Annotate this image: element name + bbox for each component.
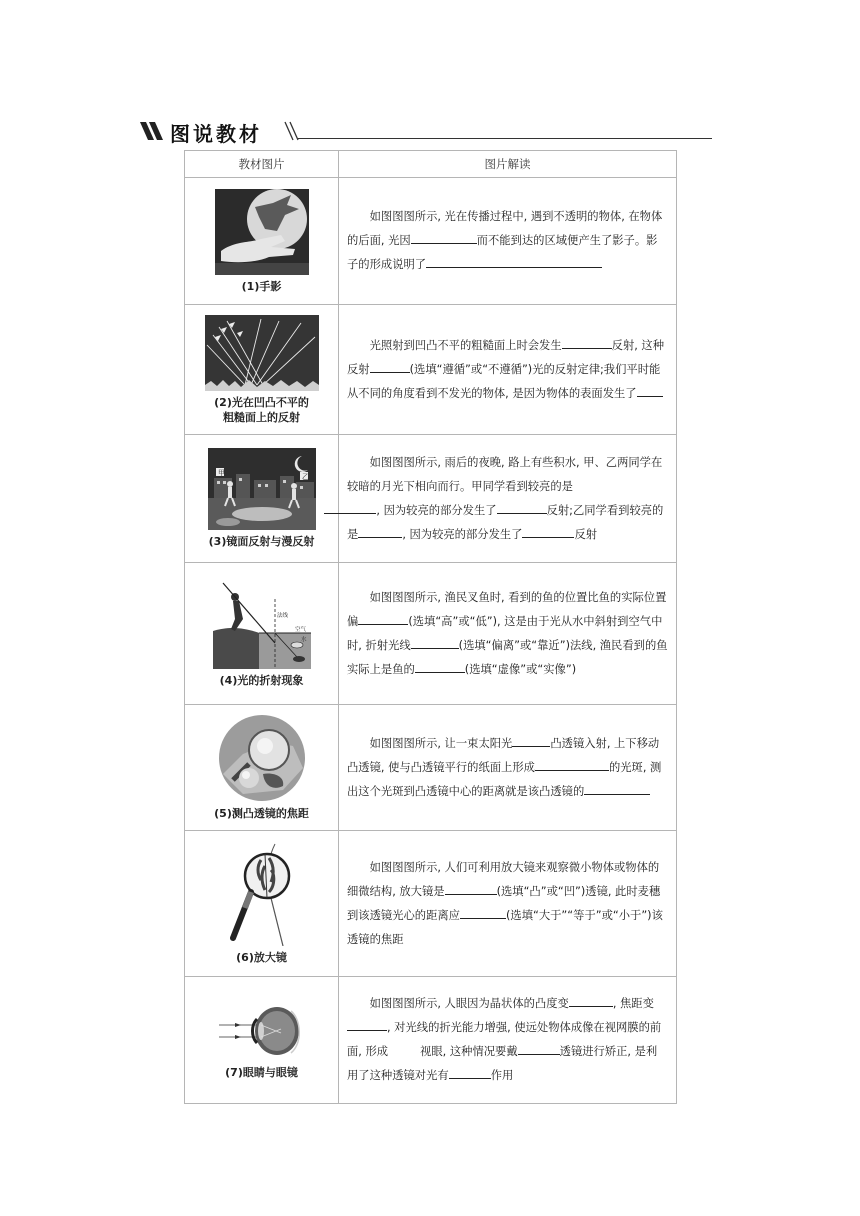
answer-blank[interactable]: [535, 756, 609, 771]
figure-caption: (4)光的折射现象: [219, 674, 304, 687]
figure-cell: [185, 178, 339, 305]
explanation-text: 如图图图所示, 人们可利用放大镜来观察微小物体或物体的细微结构, 放大镜是 (选填“凸”或“凹”)透镜, 此时麦穗到该透镜光心的距离应 (选填“大于”“等于”或“小于”)该透镜的焦距: [347, 860, 663, 946]
answer-blank[interactable]: [324, 499, 376, 514]
figure-caption: (3)镜面反射与漫反射: [208, 535, 315, 548]
section-title: 图说教材: [170, 122, 262, 146]
figure-caption: (5)测凸透镜的焦距: [214, 807, 309, 820]
answer-blank[interactable]: [637, 382, 663, 397]
answer-blank[interactable]: [445, 880, 497, 895]
explanation-text: 光照射到凹凸不平的粗糙面上时会发生 反射, 这种反射 (选填“遵循”或“不遵循”)光的反射定律;我们平时能从不同的角度看到不发光的物体, 是因为物体的表面发生了: [339, 334, 676, 406]
figure-label: 乙: [301, 473, 309, 481]
table-row: [185, 705, 677, 831]
answer-blank[interactable]: [347, 1016, 387, 1031]
answer-blank[interactable]: [460, 904, 506, 919]
answer-blank[interactable]: [584, 780, 650, 795]
answer-blank[interactable]: [562, 334, 612, 349]
answer-blank[interactable]: [522, 523, 574, 538]
table-header-row: [185, 151, 677, 178]
explanation-cell: [339, 563, 677, 705]
answer-blank[interactable]: [426, 253, 544, 268]
section-header: [138, 116, 578, 146]
figure-caption: (7)眼睛与眼镜: [225, 1065, 298, 1079]
explanation-text: 如图图图所示, 人眼因为晶状体的凸度变 , 焦距变, 对光线的折光能力增强, 使远处物体成像在视网膜的前面, 形成 视眼, 这种情况要戴 透镜进行矫正, 是利用了这种透镜对光有 作用: [339, 992, 676, 1088]
hand-shadow-figure: [215, 189, 309, 275]
answer-blank[interactable]: [497, 499, 547, 514]
explanation-text: 如图图图所示, 雨后的夜晚, 路上有些积水, 甲、乙两同学在较暗的月光下相向而行。甲同学看到较亮的是 , 因为较亮的部分发生了 反射;乙同学看到较亮的是 , 因为较亮的部分发生了 反射: [339, 451, 676, 547]
explanation-cell: [339, 705, 677, 831]
figure-cell: [185, 563, 339, 705]
explanation-cell: [339, 977, 677, 1104]
figure-cell: [185, 305, 339, 435]
answer-blank[interactable]: [512, 732, 550, 747]
table-row: [185, 977, 677, 1104]
answer-blank[interactable]: [518, 1040, 560, 1055]
explanation-text: 如图图图所示, 让一束太阳光 凸透镜入射, 上下移动凸透镜, 使与凸透镜平行的纸面上形成 的光斑, 测出这个光斑到凸透镜中心的距离就是该凸透镜的: [339, 732, 676, 804]
convex-lens-focus-figure: [213, 714, 311, 802]
answer-blank[interactable]: [370, 358, 410, 373]
figure-cell: [185, 435, 339, 563]
figure-label: 水: [300, 637, 307, 643]
figure-cell: [185, 705, 339, 831]
explanation-cell: [339, 831, 677, 977]
figure-label: 空气: [294, 627, 306, 633]
night-puddle-figure: [208, 448, 316, 530]
diffuse-reflection-figure: [205, 315, 319, 391]
textbook-figure-table: [184, 150, 677, 1104]
figure-label: 法线: [276, 613, 288, 619]
answer-blank[interactable]: [388, 1041, 420, 1055]
explanation-text: 如图图图所示, 光在传播过程中, 遇到不透明的物体, 在物体的后面, 光因 而不能到达的区域便产生了影子。影子的形成说明了: [347, 210, 663, 271]
header-rule: [298, 138, 712, 139]
column-header: 图片解读: [339, 151, 677, 178]
answer-blank[interactable]: [411, 229, 477, 244]
explanation-cell: [339, 178, 677, 305]
table-row: [185, 831, 677, 977]
answer-blank[interactable]: [569, 992, 613, 1007]
answer-blank[interactable]: [415, 658, 465, 673]
table-row: [185, 563, 677, 705]
table-row: [185, 178, 677, 305]
answer-blank[interactable]: [358, 523, 402, 538]
answer-blank[interactable]: [411, 634, 459, 649]
explanation-text: 如图图图所示, 渔民叉鱼时, 看到的鱼的位置比鱼的实际位置偏 (选填“高”或“低”), 这是由于光从水中斜射到空气中时, 折射光线 (选填“偏离”或“靠近”)法线, 渔民看到的鱼实际上是鱼的 (选填“虚像”或“实像”): [347, 590, 668, 676]
figure-caption: (6)放大镜: [236, 951, 287, 964]
figure-label: 甲: [217, 469, 225, 477]
slash-decoration-icon: [138, 120, 166, 142]
column-header: 教材图片: [185, 151, 339, 178]
magnifier-figure: [225, 842, 299, 946]
table-row: [185, 435, 677, 563]
figure-caption: (2)光在凹凸不平的 粗糙面上的反射: [214, 395, 309, 424]
explanation-cell: [339, 435, 677, 563]
table-row: [185, 305, 677, 435]
answer-blank[interactable]: [544, 253, 602, 268]
fish-spearing-figure: [213, 579, 311, 669]
answer-blank[interactable]: [358, 610, 408, 625]
figure-cell: [185, 977, 339, 1104]
figure-cell: [185, 831, 339, 977]
eye-lens-figure: [219, 1001, 305, 1061]
figure-caption: (1)手影: [241, 279, 282, 293]
explanation-cell: [339, 305, 677, 435]
answer-blank[interactable]: [449, 1064, 491, 1079]
